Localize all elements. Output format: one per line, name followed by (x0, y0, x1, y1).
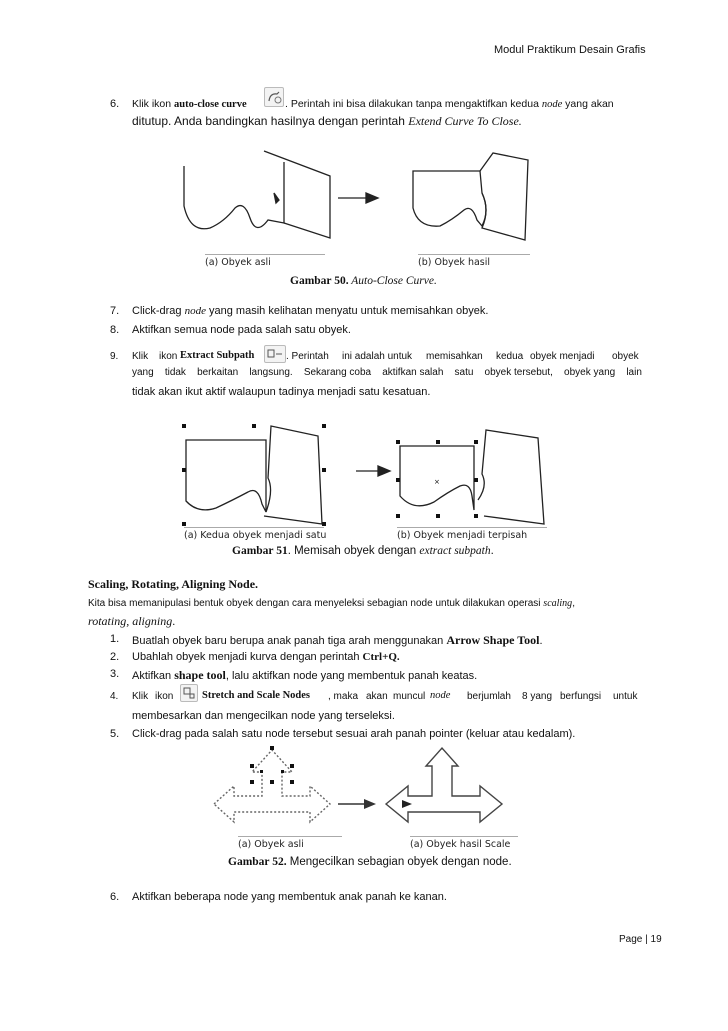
text: Arrow Shape Tool (446, 633, 540, 647)
text: muncul (393, 691, 426, 702)
step-5-text: Click-drag pada salah satu node tersebut sesuai arah panah pointer (keluar atau kedalam). (132, 728, 576, 740)
scale-nodes (250, 746, 294, 784)
closed-curve-shape-left (413, 171, 486, 226)
caption-b: (a) Obyek hasil Scale (410, 836, 518, 850)
text: kedua (496, 351, 524, 362)
item-number: 9. (110, 351, 119, 362)
item-6-line1 (132, 98, 247, 110)
item-number: 2. (110, 651, 120, 663)
text: lain (626, 367, 642, 378)
joined-shape-left (186, 440, 266, 512)
text: node (184, 305, 206, 317)
text: memisahkan (426, 351, 483, 362)
text: , lalu aktifkan node yang membentuk panah keatas. (225, 670, 478, 682)
text: ikon (159, 351, 178, 362)
figure-52-caption (228, 856, 512, 868)
text: yang akan (562, 98, 614, 110)
text: scaling (543, 598, 573, 609)
section-heading: Scaling, Rotating, Aligning Node. (88, 577, 259, 591)
item-number: 7. (110, 305, 120, 317)
item-8-text: Aktifkan semua node pada salah satu obyek. (132, 324, 351, 336)
step-2-text (132, 651, 400, 663)
pointer-icon (274, 193, 279, 203)
page-header: Modul Praktikum Desain Grafis (494, 44, 646, 56)
text: Page (619, 934, 643, 945)
text: Klik (132, 691, 149, 702)
text: yang (132, 367, 154, 378)
text: akan (366, 691, 388, 702)
text: rotating, aligning (88, 614, 173, 628)
arrow-head (364, 799, 376, 809)
section-paragraph-line1 (88, 598, 575, 609)
text: . Perintah (286, 351, 329, 362)
text: obyek (612, 351, 639, 362)
item-6-line1-cont (285, 98, 614, 110)
selection-handles (182, 424, 478, 526)
text: obyek tersebut, (484, 367, 553, 378)
item-number: 3. (110, 668, 120, 680)
page-number: 19 (650, 934, 662, 945)
caption-b: (b) Obyek hasil (418, 254, 530, 268)
text: untuk (613, 691, 638, 702)
text: auto-close curve (174, 99, 247, 110)
text: Sekarang coba (303, 367, 372, 378)
text: | (645, 934, 648, 945)
text: Gambar 51 (232, 545, 288, 557)
text: Gambar 52. (228, 856, 287, 868)
item-6-line2 (132, 114, 522, 129)
svg-text:×: × (434, 478, 440, 486)
text: node (541, 99, 563, 110)
step-3-text (132, 668, 477, 683)
text: aktifkan salah (382, 367, 444, 378)
text: . (490, 545, 494, 557)
text: Ctrl+Q. (362, 651, 400, 663)
stretch-scale-nodes-icon (180, 684, 198, 702)
caption-b: (b) Obyek menjadi terpisah (397, 527, 547, 541)
joined-shape-right (264, 426, 322, 524)
item-number: 5. (110, 728, 120, 740)
text: ikon (155, 691, 174, 702)
text: Ubahlah obyek menjadi kurva dengan perintah (132, 651, 363, 663)
page-footer (619, 934, 662, 945)
auto-close-curve-icon (264, 87, 284, 107)
three-way-arrow-original (214, 750, 330, 822)
text: berfungsi (560, 691, 602, 702)
separated-shape-right (478, 430, 544, 524)
text: Extend Curve To Close. (408, 114, 522, 128)
text: Buatlah obyek baru berupa anak panah tiga arah menggunakan (132, 635, 447, 647)
text: ini adalah untuk (342, 351, 413, 362)
text: tidak (164, 367, 186, 378)
open-curve-shape (184, 162, 284, 229)
figure-52-illustration (212, 746, 512, 836)
item-7-text (132, 305, 488, 317)
text: . Memisah obyek dengan (287, 545, 420, 557)
text: , (572, 598, 575, 609)
text: Klik ikon (132, 98, 175, 110)
figure-51-caption (232, 545, 494, 557)
text: 8 yang (522, 691, 553, 702)
extract-subpath-icon (264, 345, 286, 363)
text: . (172, 614, 176, 628)
caption-a: (a) Obyek asli (238, 836, 342, 850)
text: Click-drag (132, 305, 185, 317)
text: langsung. (249, 367, 293, 378)
item-number: 8. (110, 324, 120, 336)
text: , maka (328, 691, 359, 702)
text: yang masih kelihatan menyatu untuk memisahkan obyek. (205, 305, 489, 317)
text: Klik (132, 351, 149, 362)
item-number: 6. (110, 98, 120, 110)
text: Kita bisa memanipulasi bentuk obyek dengan cara menyeleksi sebagian node untuk dilakukan operasi (88, 598, 544, 609)
text: node (430, 690, 451, 701)
three-way-arrow-scaled (386, 748, 502, 822)
pointer-icon (402, 800, 412, 808)
arrow-head (366, 193, 378, 203)
text: Stretch and Scale Nodes (202, 690, 311, 701)
item-number: 6. (110, 891, 120, 903)
text: shape tool (174, 668, 226, 682)
item-number: 1. (110, 633, 120, 645)
item-9-line3: tidak akan ikut aktif walaupun tadinya menjadi satu kesatuan. (132, 386, 431, 398)
caption-a: (a) Kedua obyek menjadi satu (184, 527, 324, 541)
text: berjumlah (467, 691, 511, 702)
figure-50-caption (290, 275, 437, 287)
figure-51-illustration (178, 416, 558, 531)
text: obyek menjadi (530, 351, 595, 362)
section-paragraph-line2 (88, 614, 175, 629)
text: ditutup. Anda bandingkan hasilnya dengan perintah (132, 114, 409, 128)
text: Extract Subpath (180, 350, 255, 361)
text: extract subpath (419, 545, 491, 557)
text: berkaitan (197, 367, 239, 378)
text: Mengecilkan sebagian obyek dengan node. (286, 856, 512, 868)
text: Aktifkan (132, 670, 175, 682)
step-1-text (132, 633, 543, 648)
step-6-text: Aktifkan beberapa node yang membentuk anak panah ke kanan. (132, 891, 447, 903)
text: . (539, 635, 543, 647)
caption-a: (a) Obyek asli (205, 254, 325, 268)
item-9-line2 (132, 367, 642, 378)
text: Auto-Close Curve. (348, 275, 437, 287)
closed-curve-shape-right (480, 153, 528, 240)
text: . Perintah ini bisa dilakukan tanpa mengaktifkan kedua (285, 98, 542, 110)
text: Gambar 50. (290, 275, 349, 287)
arrow-head (378, 466, 390, 476)
item-number: 4. (110, 691, 119, 702)
text: satu (454, 367, 474, 378)
text: obyek yang (564, 367, 616, 378)
step-4-line2: membesarkan dan mengecilkan node yang terseleksi. (132, 710, 395, 722)
